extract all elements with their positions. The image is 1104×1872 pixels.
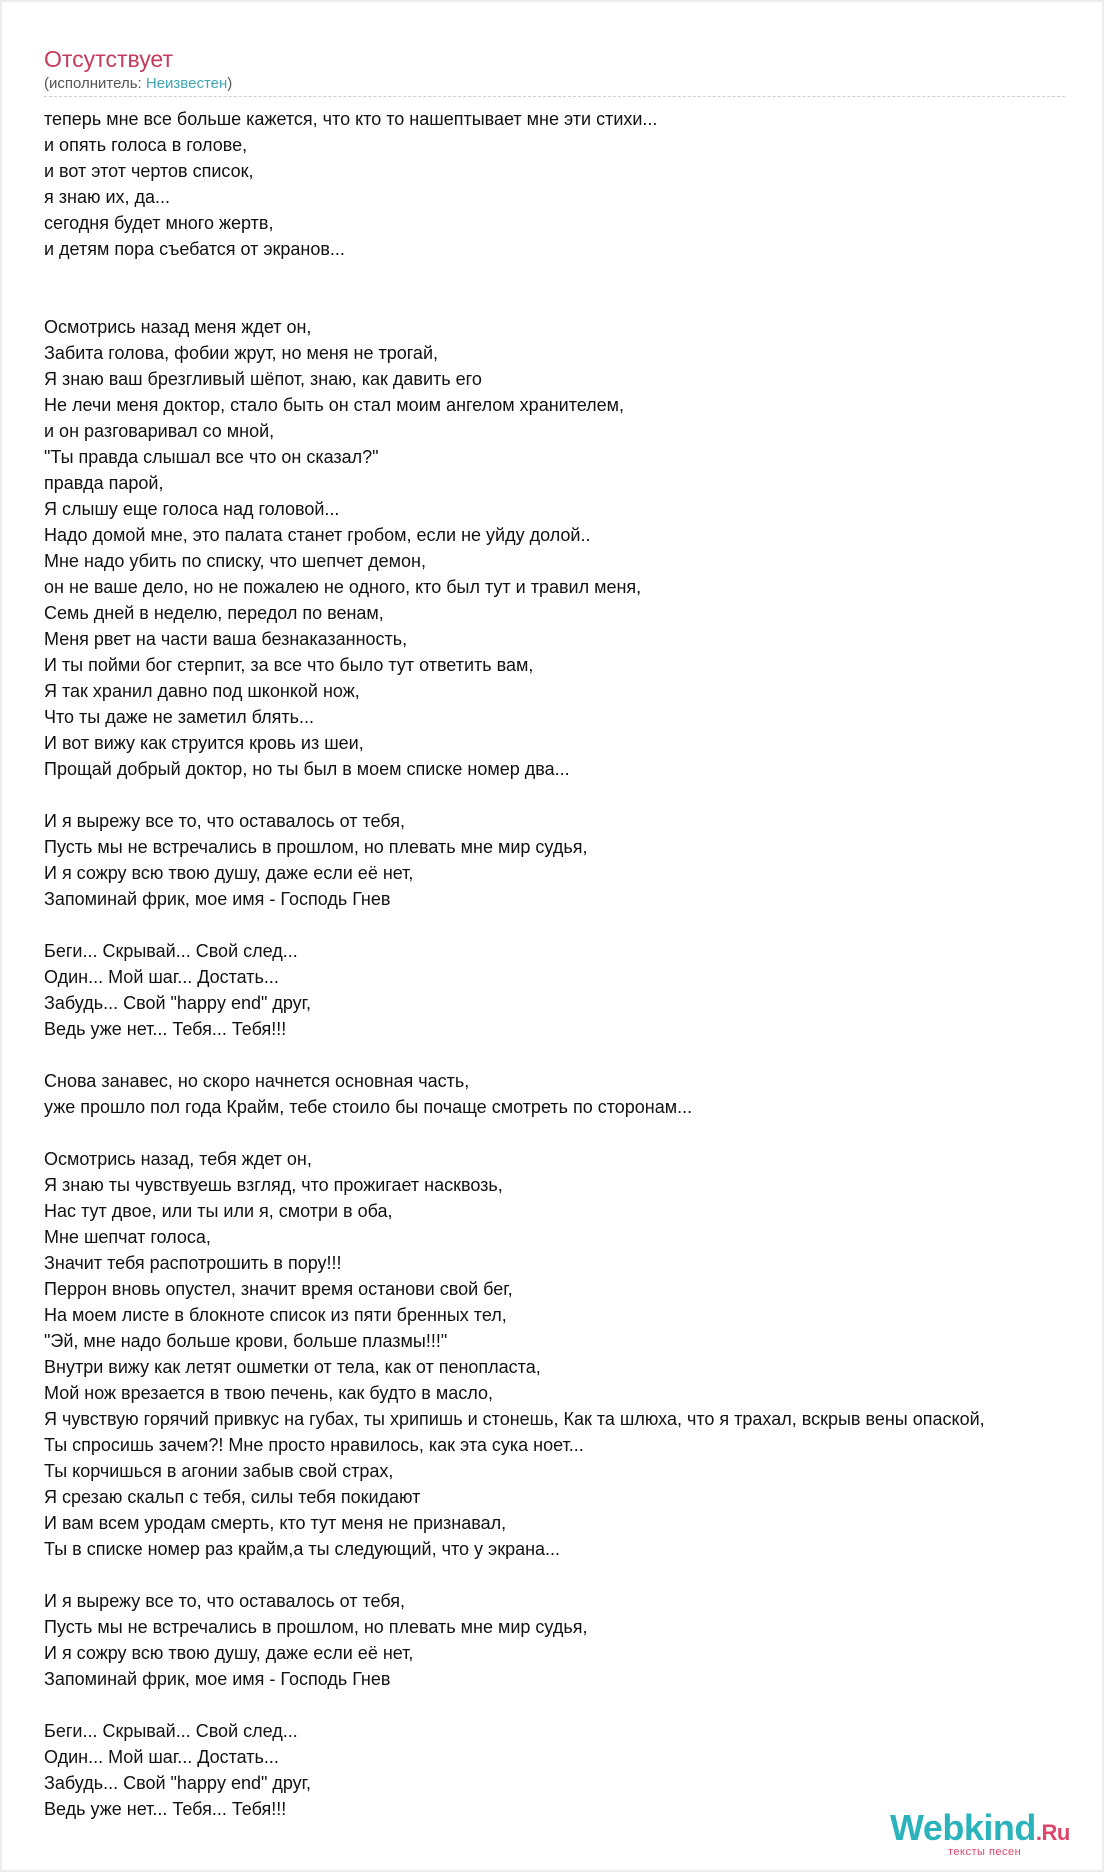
lyric-blank-line	[44, 1692, 1104, 1718]
lyric-line: Мне надо убить по списку, что шепчет демон,	[44, 551, 426, 571]
lyric-line: Надо домой мне, это палата станет гробом, если не уйду долой..	[44, 525, 591, 545]
lyric-line: Запоминай фрик, мое имя - Господь Гнев	[44, 889, 391, 909]
lyric-line: Меня рвет на части ваша безнаказанность,	[44, 629, 408, 649]
lyric-line: Пусть мы не встречались в прошлом, но плевать мне мир судья,	[44, 1617, 588, 1637]
lyric-line: и детям пора съебатся от экранов...	[44, 239, 345, 259]
lyric-line: Один... Мой шаг... Достать...	[44, 967, 279, 987]
lyric-line: И вам всем уродам смерть, кто тут меня не признавал,	[44, 1513, 507, 1533]
lyric-line: и опять голоса в голове,	[44, 135, 248, 155]
artist-prefix: (исполнитель:	[44, 75, 146, 92]
artist-suffix: )	[227, 75, 233, 92]
lyric-line: "Ты правда слышал все что он сказал?"	[44, 447, 379, 467]
lyric-line: Один... Мой шаг... Достать...	[44, 1747, 279, 1767]
lyric-line: Осмотрись назад меня ждет он,	[44, 317, 312, 337]
lyric-line: Не лечи меня доктор, стало быть он стал моим ангелом хранителем,	[44, 395, 625, 415]
site-logo[interactable]	[890, 1808, 1090, 1864]
lyric-line: Мой нож врезается в твою печень, как будто в масло,	[44, 1383, 493, 1403]
lyrics-body	[44, 106, 1104, 1822]
lyric-line: Нас тут двое, или ты или я, смотри в оба,	[44, 1201, 393, 1221]
lyric-blank-line	[44, 1120, 1104, 1146]
lyric-line: Я чувствую горячий привкус на губах, ты хрипишь и стонешь, Как та шлюха, что я трахал, вскрыв вены опаской,	[44, 1409, 985, 1429]
artist-link[interactable]: Неизвестен	[145, 75, 228, 92]
lyric-blank-line	[44, 1042, 1104, 1068]
lyric-line: "Эй, мне надо больше крови, больше плазмы!!!"	[44, 1331, 448, 1351]
lyric-line: Осмотрись назад, тебя ждет он,	[44, 1149, 312, 1169]
lyric-blank-line	[44, 782, 1104, 808]
lyric-line: Запоминай фрик, мое имя - Господь Гнев	[44, 1669, 391, 1689]
lyric-line: Я знаю ваш брезгливый шёпот, знаю, как давить его	[44, 369, 482, 389]
lyric-line: Я знаю ты чувствуешь взгляд, что прожигает насквозь,	[44, 1175, 503, 1195]
lyric-line: Ведь уже нет... Тебя... Тебя!!!	[44, 1019, 287, 1039]
lyric-line: Снова занавес, но скоро начнется основная часть,	[44, 1071, 470, 1091]
lyric-line: Ведь уже нет... Тебя... Тебя!!!	[44, 1799, 287, 1819]
lyric-line: Семь дней в неделю, передол по венам,	[44, 603, 384, 623]
lyric-line: и вот этот чертов список,	[44, 161, 254, 181]
lyric-line: Прощай добрый доктор, но ты был в моем списке номер два...	[44, 759, 570, 779]
lyric-line: правда парой,	[44, 473, 164, 493]
lyric-line: теперь мне все больше кажется, что кто то нашептывает мне эти стихи...	[44, 109, 658, 129]
lyric-line: Я срезаю скальп с тебя, силы тебя покидают	[44, 1487, 421, 1507]
header-divider	[44, 96, 1065, 97]
lyric-line: Ты в списке номер раз крайм,а ты следующий, что у экрана...	[44, 1539, 561, 1559]
logo-tld: .Ru	[1035, 1820, 1070, 1845]
lyric-line: Беги... Скрывай... Свой след...	[44, 1721, 298, 1741]
lyric-line: Внутри вижу как летят ошметки от тела, как от пенопласта,	[44, 1357, 541, 1377]
lyric-line: сегодня будет много жертв,	[44, 213, 274, 233]
lyric-line: Мне шепчат голоса,	[44, 1227, 211, 1247]
lyric-line: И я сожру всю твою душу, даже если её нет,	[44, 863, 414, 883]
lyric-line: Забита голова, фобии жрут, но меня не трогай,	[44, 343, 438, 363]
artist-line	[44, 75, 232, 93]
lyric-line: И я вырежу все то, что оставалось от тебя,	[44, 1591, 406, 1611]
lyric-line: Ты спросишь зачем?! Мне просто нравилось, как эта сука ноет...	[44, 1435, 584, 1455]
lyric-line: Беги... Скрывай... Свой след...	[44, 941, 298, 961]
lyric-line: Ты корчишься в агонии забыв свой страх,	[44, 1461, 394, 1481]
lyric-line: он не ваше дело, но не пожалею не одного, кто был тут и травил меня,	[44, 577, 642, 597]
lyric-line: Что ты даже не заметил блять...	[44, 707, 314, 727]
lyric-line: я знаю их, да...	[44, 187, 171, 207]
lyric-blank-line	[44, 288, 1104, 314]
lyric-line: И вот вижу как струится кровь из шеи,	[44, 733, 364, 753]
lyric-line: И я сожру всю твою душу, даже если её нет,	[44, 1643, 414, 1663]
lyric-line: Пусть мы не встречались в прошлом, но плевать мне мир судья,	[44, 837, 588, 857]
lyric-blank-line	[44, 912, 1104, 938]
lyric-line: Значит тебя распотрошить в пору!!!	[44, 1253, 342, 1273]
lyric-blank-line	[44, 1562, 1104, 1588]
lyric-line: Забудь... Свой "happy end" друг,	[44, 993, 312, 1013]
logo-subtitle: тексты песен	[948, 1846, 1022, 1858]
logo-main-text: Webkind	[890, 1807, 1036, 1848]
lyric-line: И ты пойми бог стерпит, за все что было тут ответить вам,	[44, 655, 534, 675]
lyric-line: На моем листе в блокноте список из пяти бренных тел,	[44, 1305, 507, 1325]
lyric-line: уже прошло пол года Крайм, тебе стоило бы почаще смотреть по сторонам...	[44, 1097, 693, 1117]
song-title: Отсутствует	[44, 46, 173, 72]
lyric-line: Я так хранил давно под шконкой нож,	[44, 681, 360, 701]
lyric-line: и он разговаривал со мной,	[44, 421, 275, 441]
lyric-line: Забудь... Свой "happy end" друг,	[44, 1773, 312, 1793]
lyric-blank-line	[44, 262, 1104, 288]
lyric-line: Я слышу еще голоса над головой...	[44, 499, 340, 519]
lyric-line: И я вырежу все то, что оставалось от тебя,	[44, 811, 406, 831]
lyric-line: Перрон вновь опустел, значит время останови свой бег,	[44, 1279, 513, 1299]
